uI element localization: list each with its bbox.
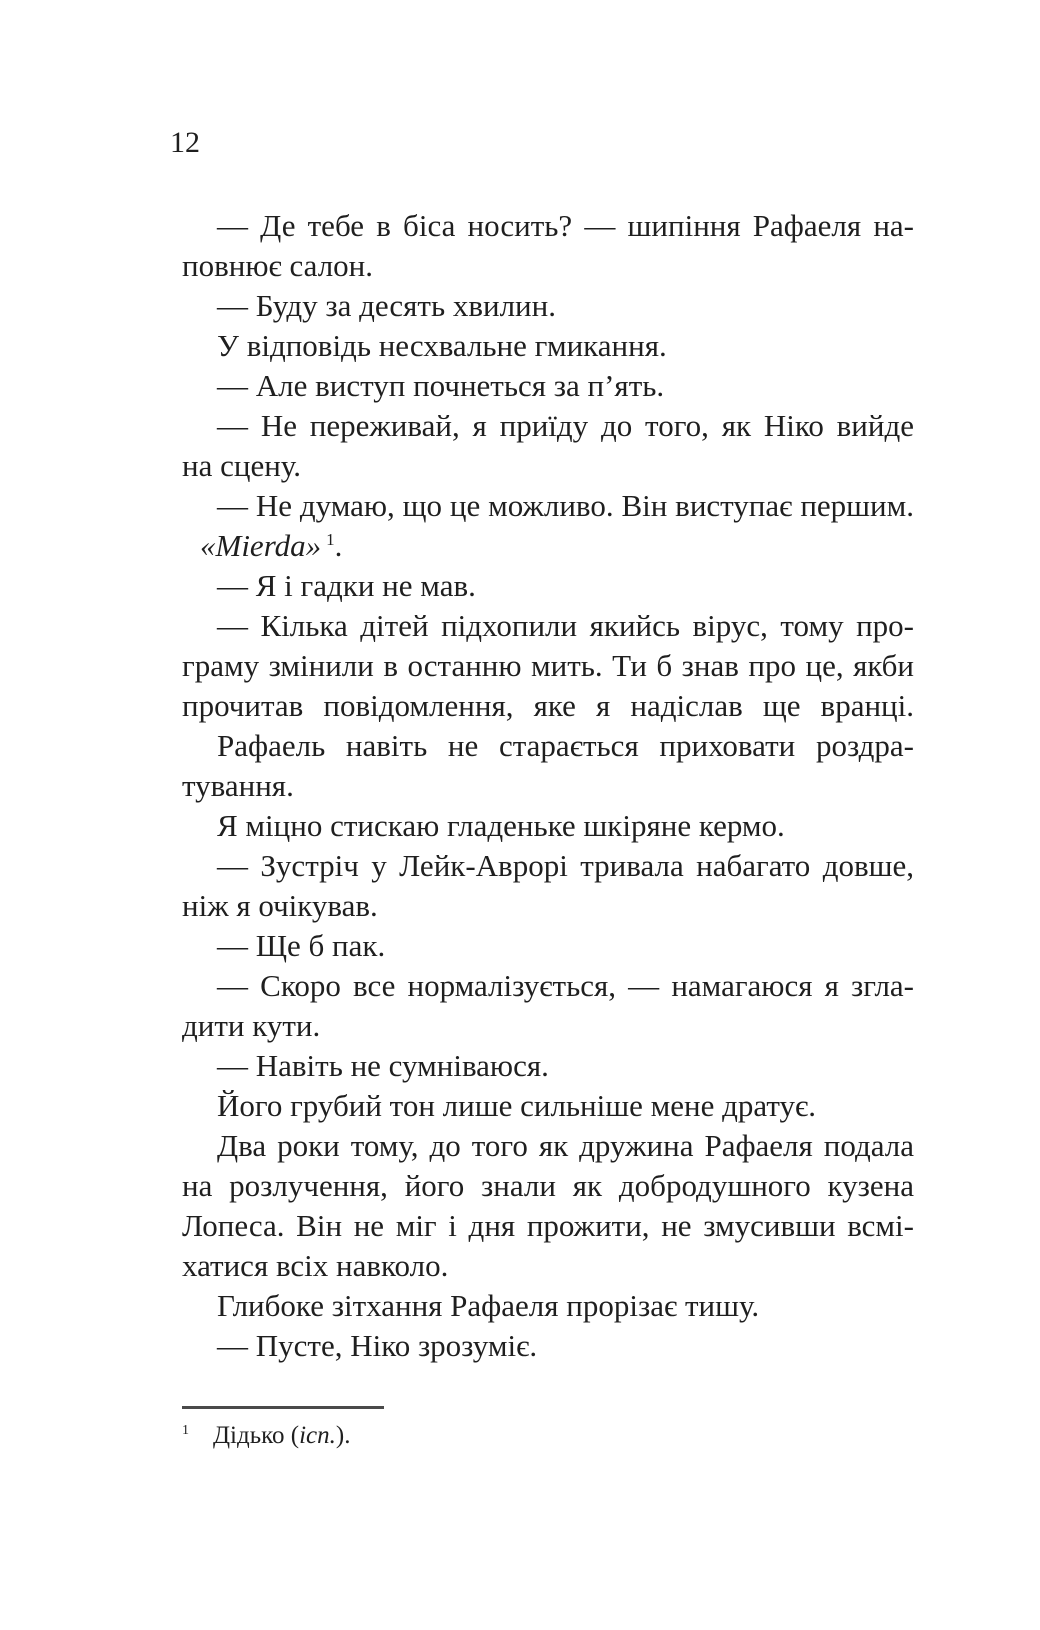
text-line: дити кути.	[182, 1008, 321, 1043]
text-line: — Скоро все нормалізується, — намагаюся я згла-	[217, 968, 914, 1003]
text-line: — Кілька дітей підхопили якийсь вірус, тому про-	[217, 608, 914, 643]
footnote-separator	[182, 1406, 384, 1409]
text-line: — Зустріч у Лейк-Аврорі тривала набагато довше,	[217, 848, 914, 883]
text-line-foreign-word	[182, 526, 914, 566]
foreign-word: «Mierda»	[200, 528, 322, 563]
text-line: — Не переживай, я приїду до того, як Ніко вийде	[217, 408, 914, 443]
text-line: У відповідь несхвальне гмикання.	[217, 328, 667, 363]
text-line: — Не думаю, що це можливо. Він виступає першим.	[217, 488, 914, 523]
text-line: прочитав повідомлення, яке я надіслав ще вранці.	[182, 688, 914, 723]
text-line: — Але виступ почнеться за п’ять.	[217, 368, 665, 403]
text-line: Глибоке зітхання Рафаеля прорізає тишу.	[217, 1288, 760, 1323]
text-line: на сцену.	[182, 448, 301, 483]
punctuation: .	[334, 528, 343, 563]
text-line: — Ще б пак.	[217, 928, 386, 963]
text-line: — Я і гадки не мав.	[217, 568, 476, 603]
text-line: хатися всіх навколо.	[182, 1248, 449, 1283]
text-line: — Пусте, Ніко зрозуміє.	[217, 1328, 538, 1363]
body-text	[182, 206, 914, 1366]
text-line: граму змінили в останню мить. Ти б знав про це, якби	[182, 648, 914, 683]
footnote-reference: 1	[326, 529, 335, 549]
footnote-marker: 1	[182, 1422, 189, 1438]
text-line: — Де тебе в біса носить? — шипіння Рафаеля на-	[217, 208, 914, 243]
text-line: Я міцно стискаю гладеньке шкіряне кермо.	[217, 808, 785, 843]
page-number: 12	[170, 126, 200, 159]
text-line: Лопеса. Він не міг і дня прожити, не змусивши всмі-	[182, 1208, 914, 1243]
text-line: ніж я очікував.	[182, 888, 378, 923]
text-line: — Навіть не сумніваюся.	[217, 1048, 549, 1083]
text-line: Його грубий тон лише сильніше мене дратує.	[217, 1088, 817, 1123]
text-line: Рафаель навіть не старається приховати роздра-	[217, 728, 914, 763]
text-line: — Буду за десять хвилин.	[217, 288, 556, 323]
text-line: Два роки тому, до того як дружина Рафаеля подала	[217, 1128, 914, 1163]
text-line: на розлучення, його знали як добродушного кузена	[182, 1168, 914, 1203]
footnote	[182, 1420, 914, 1452]
footnote-text: Дідько (	[213, 1422, 300, 1449]
text-line: повнює салон.	[182, 248, 374, 283]
text-line: тування.	[182, 768, 294, 803]
footnote-language-abbr: ісп.	[299, 1422, 336, 1449]
footnote-text-end: ).	[335, 1422, 351, 1449]
